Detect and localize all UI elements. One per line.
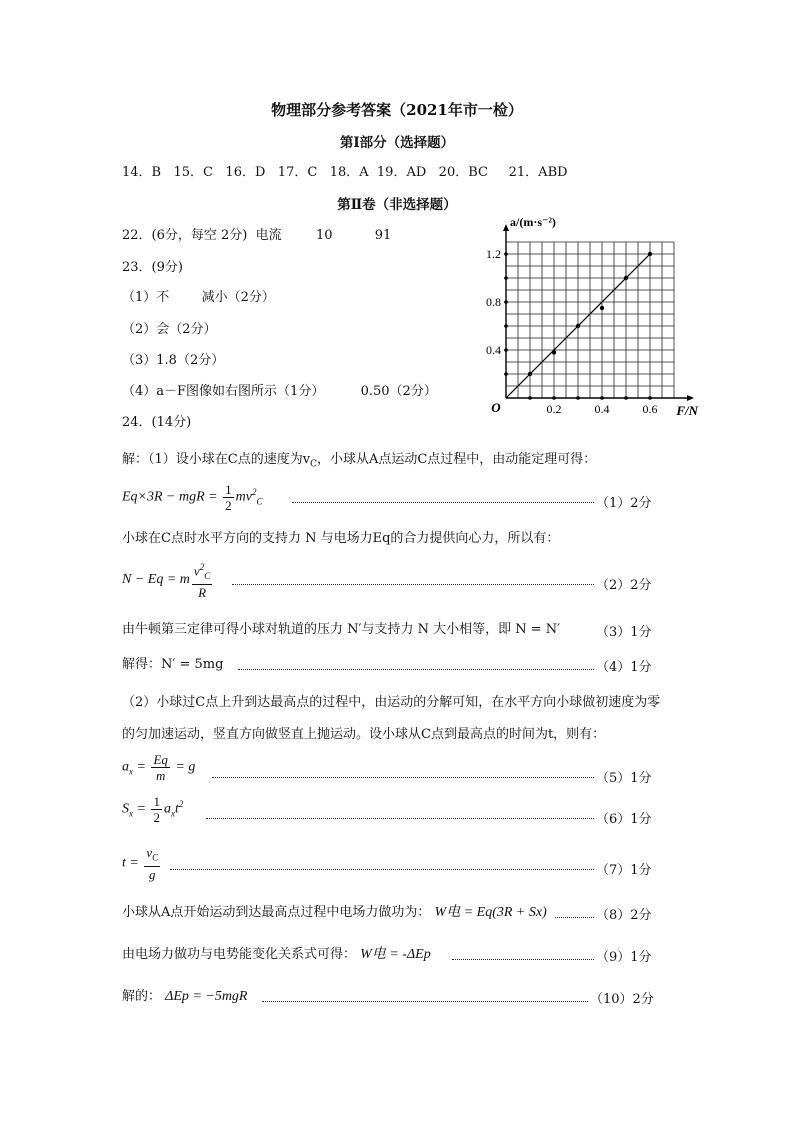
y-axis-label: a/(m·s⁻²) xyxy=(510,215,556,229)
q24-intro-tail: ，小球从A点运动C点过程中，由动能定理可得： xyxy=(316,452,597,467)
y-tick-label: 0.8 xyxy=(486,295,501,309)
x-axis-arrow xyxy=(687,395,694,401)
q23-answer-4b: 0.50（2分） xyxy=(360,384,437,399)
score-6: （6）1分 xyxy=(596,812,652,827)
q24-text-final xyxy=(122,988,247,1006)
q24-text-centripetal: 小球在C点时水平方向的支持力 N 与电场力Eq的合力提供向心力，所以有： xyxy=(122,531,560,546)
choice-answer-row xyxy=(122,164,568,182)
score-9: （9）1分 xyxy=(596,950,652,965)
leader-dots xyxy=(232,584,594,585)
q24-work-eq: W电 = Eq(3R + Sx) xyxy=(434,905,547,920)
y-axis-tick-dot xyxy=(504,276,508,280)
score-4: （4）1分 xyxy=(596,660,652,675)
x-tick-label: 0.2 xyxy=(546,402,562,416)
x-axis-tick-dot xyxy=(624,396,628,400)
score-8: （8）2分 xyxy=(596,908,652,923)
data-point xyxy=(600,306,604,310)
y-axis-arrow xyxy=(503,224,509,231)
data-point xyxy=(624,276,628,280)
q23-line-1 xyxy=(122,289,275,307)
score-7: （7）1分 xyxy=(596,863,652,878)
q24-energy-label: 由电场力做功与电势能变化关系式可得： xyxy=(122,947,357,962)
choice-answer: 15．C xyxy=(173,165,214,180)
data-point xyxy=(552,350,556,354)
score-2: （2）2分 xyxy=(596,578,652,593)
data-point xyxy=(648,252,652,256)
equation-1: Eq×3R − mgR = $\frac{1}{2}$ $mv^2_C$ xyxy=(122,482,263,513)
q24-energy-eq: W电 = -ΔEp xyxy=(360,947,431,962)
leader-dots xyxy=(555,917,594,918)
leader-dots xyxy=(170,869,594,870)
x-axis-tick-dot xyxy=(648,396,652,400)
y-axis-tick-dot xyxy=(504,324,508,328)
choice-answer: 20．BC xyxy=(438,165,488,180)
leader-dots xyxy=(292,502,594,503)
score-3: （3）1分 xyxy=(596,625,652,640)
q24-final-label: 解的： xyxy=(122,989,162,1004)
choice-answer: 17．C xyxy=(277,165,318,180)
x-tick-label: 0.4 xyxy=(594,402,610,416)
data-point xyxy=(528,372,532,376)
x-axis-tick-dot xyxy=(600,396,604,400)
q24-text-work xyxy=(122,904,547,922)
equation-6: $S_x$ = $\frac{1}{2}$ $a_xt^2$ xyxy=(122,794,184,825)
x-axis-tick-dot xyxy=(576,396,580,400)
choice-answer: 16．D xyxy=(225,165,266,180)
q23-answer-4a: （4）a－F图像如右图所示（1分） xyxy=(122,384,325,399)
leader-dots xyxy=(206,818,594,819)
score-1: （1）2分 xyxy=(596,496,652,511)
x-tick-label: 0.6 xyxy=(642,402,658,416)
q24-text-solve: 解得：N′ = 5mg xyxy=(122,657,224,672)
q22-answer-1: 电流 xyxy=(255,228,282,243)
q22-answer-3: 91 xyxy=(374,228,392,243)
y-tick-label: 1.2 xyxy=(486,247,501,261)
q23-line-3: （3）1.8（2分） xyxy=(122,353,225,368)
x-axis-tick-dot xyxy=(552,396,556,400)
q23-head: 23．(9分) xyxy=(122,260,183,275)
score-10: （10）2分 xyxy=(590,992,654,1007)
equation-7: t = $\frac{v_C}{g}$ xyxy=(122,845,159,882)
q23-line-2: （2）会（2分） xyxy=(122,322,217,337)
equation-5: $a_x$ = $\frac{Eq}{m}$ = g xyxy=(122,752,196,783)
q24-text-newton: 由牛顿第三定律可得小球对轨道的压力 N′与支持力 N 大小相等，即 N = N′ xyxy=(122,622,561,637)
leader-dots xyxy=(262,1001,588,1002)
y-axis-tick-dot xyxy=(504,372,508,376)
x-axis-label: F/N xyxy=(676,403,698,418)
q22-head: 22．(6分，每空 2分) xyxy=(122,228,248,243)
section-nonchoice-heading: 第Ⅱ卷（非选择题） xyxy=(337,197,457,213)
data-point xyxy=(576,324,580,328)
choice-answer: 19．AD xyxy=(376,165,427,180)
x-axis-tick-dot xyxy=(528,396,532,400)
q24-head: 24．(14分) xyxy=(122,415,192,430)
y-tick-label: 0.4 xyxy=(486,343,501,357)
q22-answer xyxy=(122,227,391,245)
q24-intro-sub: C xyxy=(310,459,317,470)
choice-answer: 18．A xyxy=(329,165,369,180)
leader-dots xyxy=(212,777,594,778)
leader-dots xyxy=(238,669,594,670)
choice-answer: 21．ABD xyxy=(508,165,568,180)
q22-answer-2: 10 xyxy=(315,228,333,243)
q24-text-energy xyxy=(122,946,431,964)
y-axis-tick-dot xyxy=(504,252,508,256)
y-axis-tick-dot xyxy=(504,348,508,352)
q24-intro xyxy=(122,451,596,474)
y-axis-tick-dot xyxy=(504,300,508,304)
q23-answer-1b: 减小（2分） xyxy=(201,290,275,305)
q23-line-4 xyxy=(122,383,437,401)
q24-part2-line-1: （2）小球过C点上升到达最高点的过程中，由运动的分解可知，在水平方向小球做初速度为零 xyxy=(122,695,661,710)
equation-2: N − Eq = m $\frac{v^2_C}{R}$ xyxy=(122,562,211,600)
leader-dots xyxy=(452,959,594,960)
section-choice-heading: 第Ⅰ部分（选择题） xyxy=(339,135,455,151)
q24-intro-text: 解：（1）设小球在C点的速度为v xyxy=(122,452,311,467)
a-f-chart xyxy=(470,215,710,424)
q24-work-label: 小球从A点开始运动到达最高点过程中电场力做功为： xyxy=(122,905,431,920)
origin-label: O xyxy=(491,400,501,415)
choice-answer: 14．B xyxy=(122,165,162,180)
q24-part2-line-2: 的匀加速运动，竖直方向做竖直上抛运动。设小球从C点到最高点的时间为t，则有： xyxy=(122,727,606,742)
page-title: 物理部分参考答案（2021年市一检） xyxy=(271,101,523,119)
q24-final-eq: ΔEp = −5mgR xyxy=(165,989,248,1004)
q23-answer-1a: （1）不 xyxy=(122,290,170,305)
score-5: （5）1分 xyxy=(596,771,652,786)
